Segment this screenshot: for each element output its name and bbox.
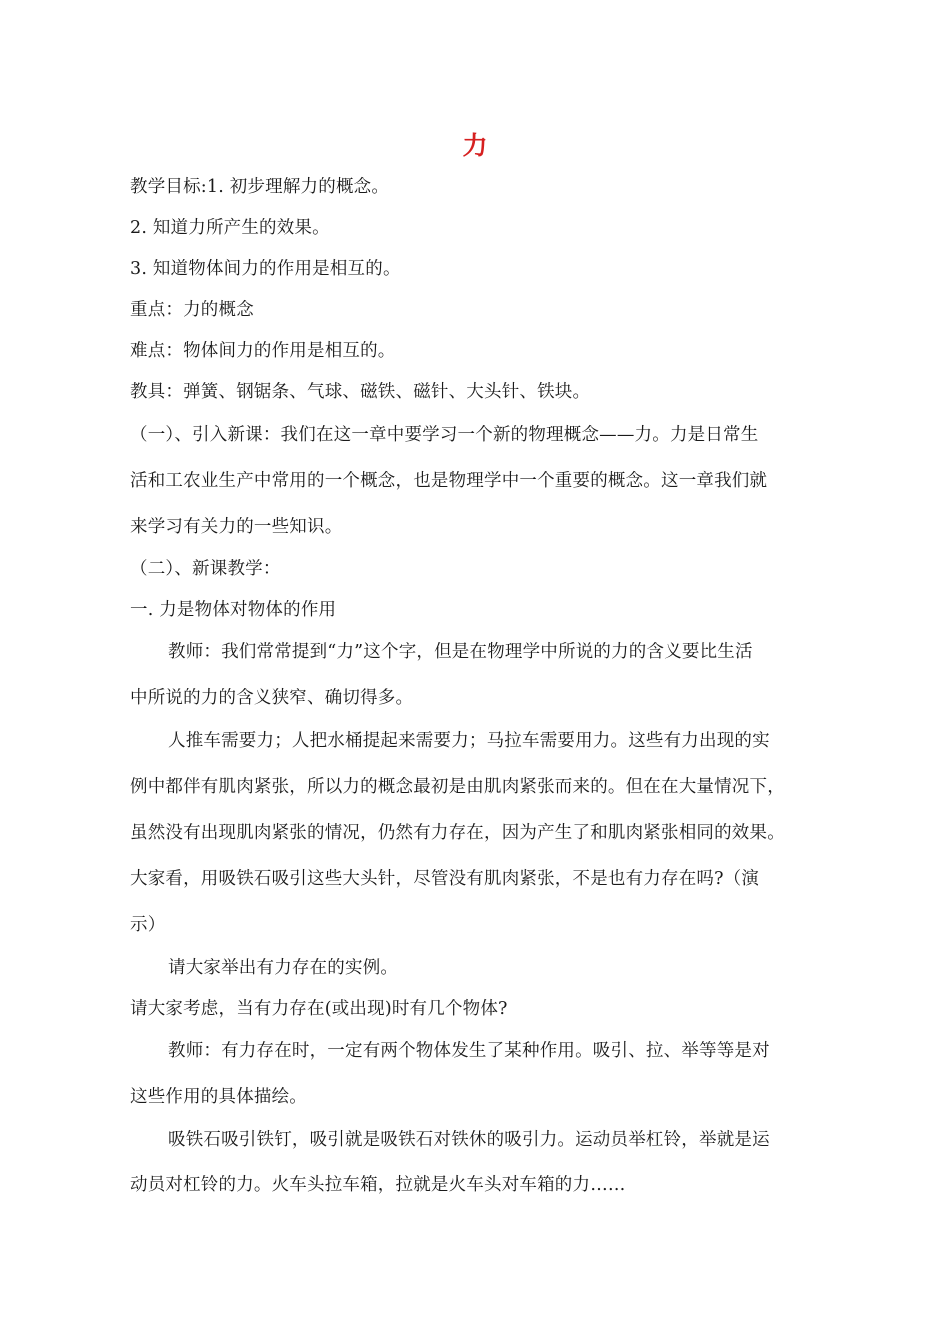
objective-line: 2. 知道力所产生的效果。 — [130, 218, 330, 238]
paragraph-line: 教师：我们常常提到“力”这个字，但是在物理学中所说的力的含义要比生活 — [168, 642, 753, 662]
paragraph-line: 请大家举出有力存在的实例。 — [168, 958, 399, 978]
paragraph-line: 大家看，用吸铁石吸引这些大头针，尽管没有肌肉紧张，不是也有力存在吗?（演 — [130, 869, 760, 889]
paragraph-line: 示） — [130, 915, 166, 935]
paragraph-line: 活和工农业生产中常用的一个概念，也是物理学中一个重要的概念。这一章我们就 — [130, 471, 768, 491]
teaching-aids-line: 教具：弹簧、钢锯条、气球、磁铁、磁针、大头针、铁块。 — [130, 382, 591, 402]
section-heading: （二）、新课教学： — [130, 559, 281, 579]
paragraph-line: 虽然没有出现肌肉紧张的情况，仍然有力存在，因为产生了和肌肉紧张相同的效果。 — [130, 823, 785, 843]
paragraph-line: 教师：有力存在时，一定有两个物体发生了某种作用。吸引、拉、举等等是对 — [168, 1041, 770, 1061]
key-point-line: 重点：力的概念 — [130, 300, 254, 320]
paragraph-line: 例中都伴有肌肉紧张，所以力的概念最初是由肌肉紧张而来的。但在在大量情况下， — [130, 777, 785, 797]
document-title: 力 — [462, 131, 488, 160]
paragraph-line: 请大家考虑，当有力存在(或出现)时有几个物体? — [130, 999, 508, 1019]
difficulty-line: 难点：物体间力的作用是相互的。 — [130, 341, 396, 361]
objective-line: 3. 知道物体间力的作用是相互的。 — [130, 259, 401, 279]
paragraph-line: 人推车需要力；人把水桶提起来需要力；马拉车需要用力。这些有力出现的实 — [168, 731, 770, 751]
objective-line: 教学目标:1. 初步理解力的概念。 — [130, 177, 390, 197]
paragraph-line: 动员对杠铃的力。火车头拉车箱，拉就是火车头对车箱的力…… — [130, 1175, 626, 1195]
paragraph-line: 中所说的力的含义狭窄、确切得多。 — [130, 688, 414, 708]
paragraph-line: 来学习有关力的一些知识。 — [130, 517, 343, 537]
paragraph-line: 这些作用的具体描绘。 — [130, 1087, 307, 1107]
paragraph-line: 吸铁石吸引铁钉，吸引就是吸铁石对铁休的吸引力。运动员举杠铃，举就是运 — [168, 1130, 770, 1150]
section-heading: 一. 力是物体对物体的作用 — [130, 600, 337, 620]
paragraph-line: （一）、引入新课：我们在这一章中要学习一个新的物理概念——力。力是日常生 — [130, 425, 759, 445]
